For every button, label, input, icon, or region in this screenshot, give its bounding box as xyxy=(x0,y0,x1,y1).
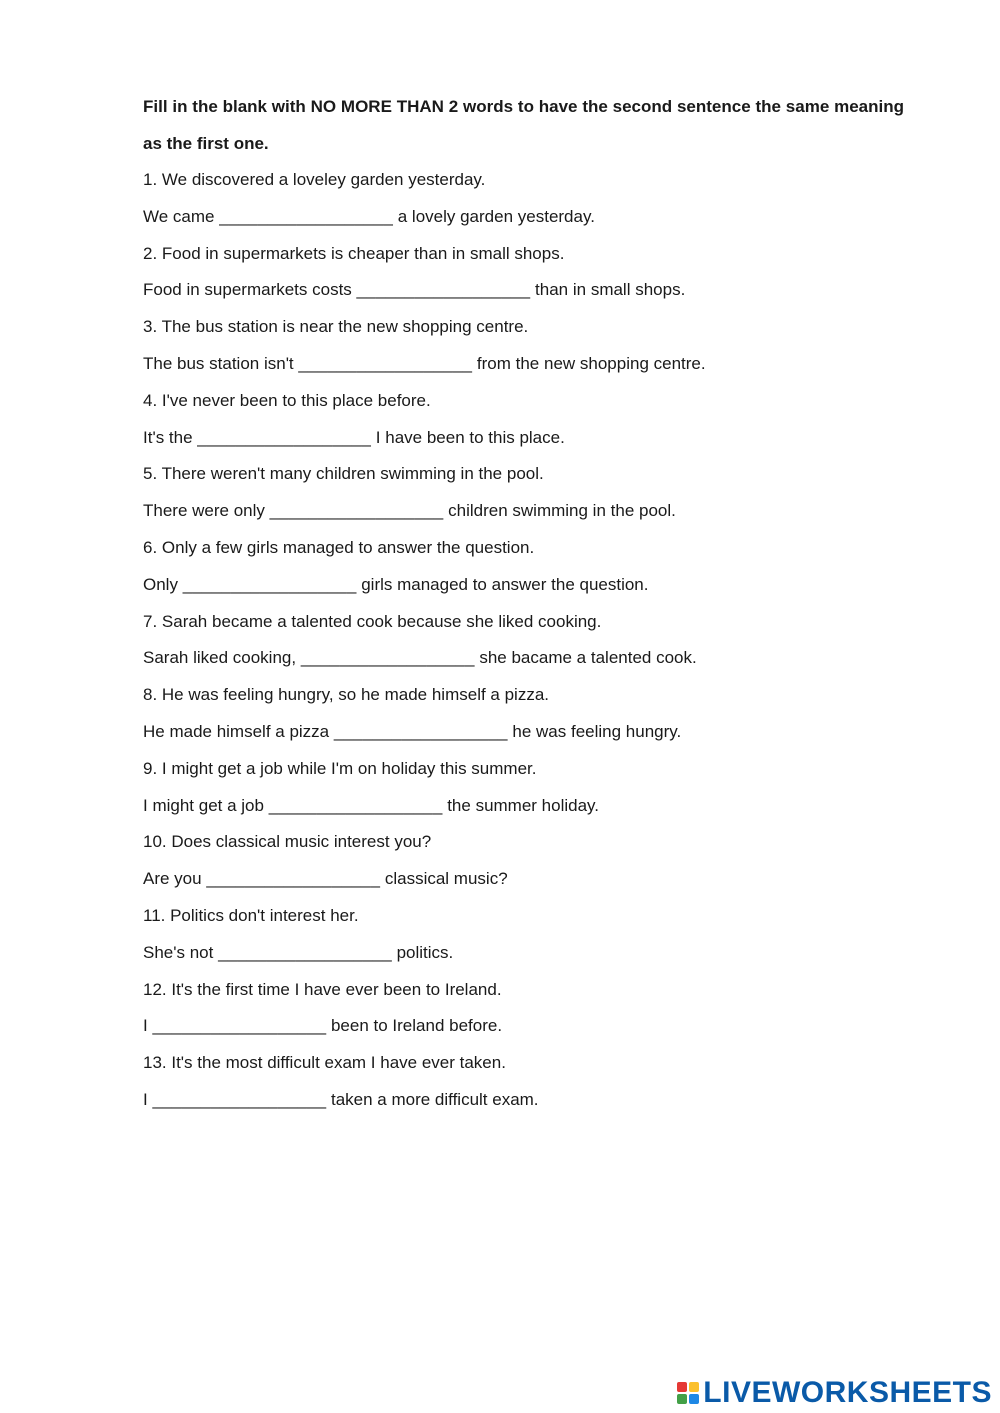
logo-square xyxy=(677,1394,687,1404)
liveworksheets-logo xyxy=(677,1376,992,1410)
answer-blank[interactable]: __________________ xyxy=(218,942,392,962)
original-sentence: 8. He was feeling hungry, so he made himself a pizza. xyxy=(143,685,550,705)
rewrite-start: Only xyxy=(143,574,183,594)
answer-blank[interactable]: __________________ xyxy=(219,206,394,226)
original-sentence: 13. It's the most difficult exam I have ever taken. xyxy=(143,1053,506,1073)
answer-blank[interactable]: __________________ xyxy=(206,869,381,889)
logo-squares-icon xyxy=(677,1382,699,1404)
rewrite-sentence xyxy=(143,714,904,751)
rewrite-sentence xyxy=(143,861,904,898)
rewrite-end: she bacame a talented cook. xyxy=(474,648,697,668)
logo-square xyxy=(689,1394,699,1404)
rewrite-start: We came xyxy=(143,206,220,226)
answer-blank[interactable]: __________________ xyxy=(182,574,357,594)
logo-square xyxy=(689,1382,699,1392)
original-sentence: 10. Does classical music interest you? xyxy=(143,832,432,852)
original-sentence: 6. Only a few girls managed to answer the question. xyxy=(143,537,535,557)
rewrite-end: girls managed to answer the question. xyxy=(356,574,649,594)
rewrite-sentence xyxy=(143,272,904,309)
rewrite-end: he was feeling hungry. xyxy=(507,721,682,741)
rewrite-start: Are you xyxy=(143,869,207,889)
original-sentence: 7. Sarah became a talented cook because she liked cooking. xyxy=(143,611,602,631)
answer-blank[interactable]: __________________ xyxy=(152,1016,327,1036)
original-sentence: 12. It's the first time I have ever been to Ireland. xyxy=(143,979,502,999)
answer-blank[interactable]: __________________ xyxy=(152,1089,327,1109)
rewrite-sentence xyxy=(143,640,904,677)
rewrite-sentence xyxy=(143,1082,904,1119)
rewrite-end: classical music? xyxy=(380,869,508,889)
logo-square xyxy=(677,1382,687,1392)
rewrite-end: the summer holiday. xyxy=(442,795,600,815)
rewrite-end: children swimming in the pool. xyxy=(443,501,676,521)
rewrite-start: It's the xyxy=(143,427,198,447)
answer-blank[interactable]: __________________ xyxy=(300,648,475,668)
rewrite-start: There were only xyxy=(143,501,270,521)
original-sentence: 2. Food in supermarkets is cheaper than in small shops. xyxy=(143,243,565,263)
answer-blank[interactable]: __________________ xyxy=(333,721,508,741)
rewrite-sentence xyxy=(143,420,904,457)
worksheet xyxy=(143,88,904,1119)
rewrite-sentence xyxy=(143,346,904,383)
original-sentence: 1. We discovered a loveley garden yesterday. xyxy=(143,170,486,189)
original-sentence: 3. The bus station is near the new shopping centre. xyxy=(143,317,529,337)
rewrite-end: than in small shops. xyxy=(530,280,686,300)
exercise-list xyxy=(143,162,904,1119)
rewrite-end: taken a more difficult exam. xyxy=(326,1089,539,1109)
instructions: Fill in the blank with NO MORE THAN 2 words to have the second sentence the same meaning as the first one. xyxy=(143,97,904,153)
rewrite-sentence xyxy=(143,567,904,604)
rewrite-end: I have been to this place. xyxy=(371,427,565,447)
rewrite-start: I might get a job xyxy=(143,795,269,815)
rewrite-start: He made himself a pizza xyxy=(143,721,334,741)
rewrite-start: I xyxy=(143,1089,153,1109)
rewrite-end: a lovely garden yesterday. xyxy=(393,206,595,226)
rewrite-end: from the new shopping centre. xyxy=(472,353,706,373)
original-sentence: 11. Politics don't interest her. xyxy=(143,905,359,925)
answer-blank[interactable]: __________________ xyxy=(298,353,473,373)
rewrite-sentence xyxy=(143,788,904,825)
rewrite-end: been to Ireland before. xyxy=(326,1016,503,1036)
rewrite-start: Food in supermarkets costs xyxy=(143,280,357,300)
original-sentence: 9. I might get a job while I'm on holiday this summer. xyxy=(143,758,537,778)
rewrite-sentence xyxy=(143,493,904,530)
rewrite-sentence xyxy=(143,199,904,236)
answer-blank[interactable]: __________________ xyxy=(269,501,444,521)
original-sentence: 4. I've never been to this place before. xyxy=(143,390,431,410)
rewrite-start: The bus station isn't xyxy=(143,353,299,373)
rewrite-sentence xyxy=(143,935,904,972)
rewrite-start: She's not xyxy=(143,942,219,962)
rewrite-start: I xyxy=(143,1016,153,1036)
rewrite-start: Sarah liked cooking, xyxy=(143,648,301,668)
answer-blank[interactable]: __________________ xyxy=(356,280,531,300)
original-sentence: 5. There weren't many children swimming in the pool. xyxy=(143,464,544,484)
logo-text: LIVEWORKSHEETS xyxy=(703,1376,992,1409)
rewrite-end: politics. xyxy=(391,942,454,962)
answer-blank[interactable]: __________________ xyxy=(268,795,443,815)
rewrite-sentence xyxy=(143,1008,904,1045)
answer-blank[interactable]: __________________ xyxy=(197,427,372,447)
